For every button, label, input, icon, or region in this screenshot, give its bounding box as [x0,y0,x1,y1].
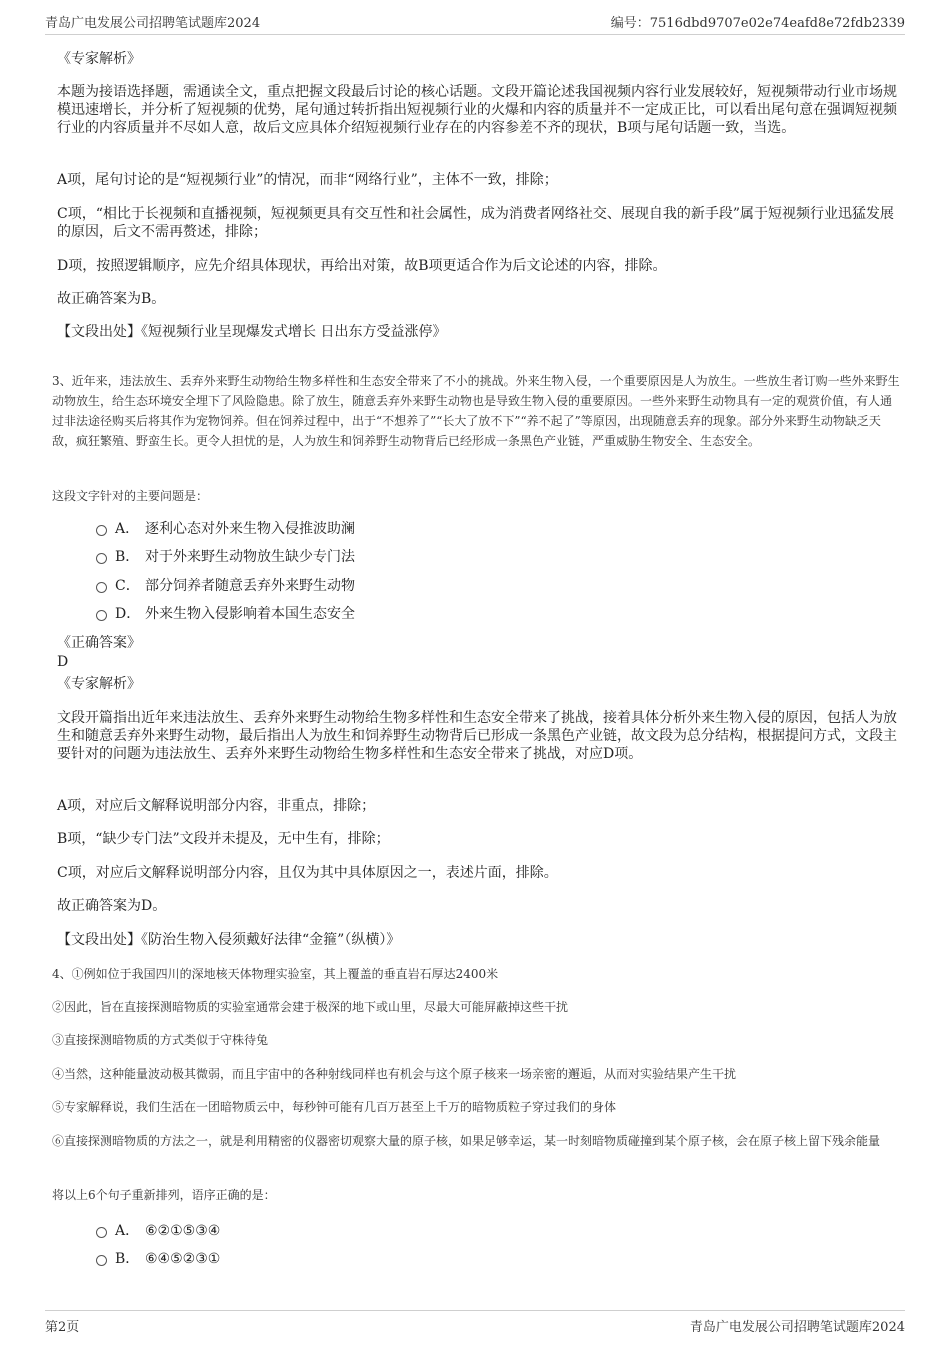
radio-icon[interactable] [96,1227,107,1238]
header-title: 青岛广电发展公司招聘笔试题库2024 [45,16,261,31]
q2-option-d-analysis: D项，按照逻辑顺序，应先介绍具体现状，再给出对策，故B项更适合作为后文论述的内容，排除。 [57,258,667,274]
q4-sentence-6: ⑥直接探测暗物质的方法之一，就是利用精密的仪器密切观察大量的原子核，如果足够幸运，某一时刻暗物质碰撞到某个原子核，会在原子核上留下残余能量 [52,1134,881,1148]
radio-icon[interactable] [96,610,107,621]
q2-analysis-label: 《专家解析》 [57,51,141,67]
q3-option-d[interactable]: D． 外来生物入侵影响着本国生态安全 [96,605,355,623]
q3-option-c-analysis: C项，对应后文解释说明部分内容，且仅为其中具体原因之一，表述片面，排除。 [57,865,558,881]
q3-option-b[interactable]: B． 对于外来野生动物放生缺少专门法 [96,548,355,566]
q3-option-a-analysis: A项，对应后文解释说明部分内容，非重点，排除； [57,798,376,814]
q4-option-b[interactable]: B． ⑥④⑤②③① [96,1250,220,1268]
q2-option-c-analysis: C项，“相比于长视频和直播视频，短视频更具有交互性和社会属性，成为消费者网络社交、展现自我的新手段”属于短视频行业迅猛发展的原因，后文不需再赘述，排除； [57,206,895,240]
header-serial: 编号：7516dbd9707e02e74eafd8e72fdb2339 [610,16,905,31]
q2-answer: 故正确答案为B。 [57,291,166,307]
page-header [45,12,905,35]
footer-title: 青岛广电发展公司招聘笔试题库2024 [689,1320,905,1335]
q3-answer: 故正确答案为D。 [57,898,167,914]
radio-icon[interactable] [96,553,107,564]
q3-option-c[interactable]: C． 部分饲养者随意丢弃外来野生动物 [96,577,355,595]
q3-analysis-label: 《专家解析》 [57,676,141,692]
page-footer [45,1310,905,1335]
q4-sentence-1: 4、①例如位于我国四川的深地核天体物理实验室，其上覆盖的垂直岩石厚达2400米 [52,967,499,981]
q2-analysis: 本题为接语选择题，需通读全文，重点把握文段最后讨论的核心话题。文段开篇论述我国视频内容行业发展较好，短视频带动行业市场规模迅速增长，并分析了短视频的优势，尾句通过转折指出短视频行业的火爆和内容的质量并不一定成正比，可以看出尾句意在强调短视频行业的内容质量并不尽如人意，故后文应具体介绍短视频行业存在的内容参差不齐的现状，B项与尾句话题一致，当选。 [57,84,897,136]
q4-option-a[interactable]: A． ⑥②①⑤③④ [96,1222,220,1240]
q3-answer-value: D [57,654,69,670]
q4-sentence-4: ④当然，这种能量波动极其微弱，而且宇宙中的各种射线同样也有机会与这个原子核来一场亲密的邂逅，从而对实验结果产生干扰 [52,1067,737,1081]
q2-source: 【文段出处】《短视频行业呈现爆发式增长 日出东方受益涨停》 [57,324,447,340]
q3-analysis: 文段开篇指出近年来违法放生、丢弃外来野生动物给生物多样性和生态安全带来了挑战，接着具体分析外来生物入侵的原因，包括人为放生和随意丢弃外来野生动物，最后指出人为放生和饲养野生动物背后已形成一条黑色产业链，故文段为总分结构，根据提问方式，文段主要针对的问题为违法放生、丢弃外来野生动物给生物多样性和生态安全带来了挑战，对应D项。 [57,710,897,762]
radio-icon[interactable] [96,525,107,536]
q3-source: 【文段出处】《防治生物入侵须戴好法律“金箍”（纵横）》 [57,932,401,948]
q4-sentence-5: ⑤专家解释说，我们生活在一团暗物质云中，每秒钟可能有几百万甚至上千万的暗物质粒子穿过我们的身体 [52,1100,617,1114]
radio-icon[interactable] [96,1255,107,1266]
q2-option-a-analysis: A项，尾句讨论的是“短视频行业”的情况，而非“网络行业”，主体不一致，排除； [57,172,558,188]
page-number: 第2页 [45,1320,80,1335]
q4-question: 将以上6个句子重新排列，语序正确的是： [52,1188,276,1202]
q3-question: 这段文字针对的主要问题是： [52,489,209,503]
q3-stem: 3、近年来，违法放生、丢弃外来野生动物给生物多样性和生态安全带来了不小的挑战。外来生物入侵，一个重要原因是人为放生。一些放生者订购一些外来野生动物放生，给生态环境安全埋下了风险隐患。除了放生，随意丢弃外来野生动物也是导致生物入侵的重要原因。一些外来野生动物具有一定的观赏价值，有人通过非法途径购买后将其作为宠物饲养。但在饲养过程中，出于“不想养了”“长大了放不下”“养不起了”等原因，出现随意丢弃的现象。部分外来野生动物缺乏天敌，疯狂繁殖、野蛮生长。更令人担忧的是，人为放生和饲养野生动物背后已经形成一条黑色产业链，严重威胁生物安全、生态安全。 [52,374,900,448]
radio-icon[interactable] [96,582,107,593]
q3-option-a[interactable]: A． 逐利心态对外来生物入侵推波助澜 [96,520,355,538]
q4-sentence-2: ②因此，旨在直接探测暗物质的实验室通常会建于极深的地下或山里，尽最大可能屏蔽掉这些干扰 [52,1000,569,1014]
q3-answer-label: 《正确答案》 [57,635,141,651]
q3-option-b-analysis: B项，“缺少专门法”文段并未提及，无中生有，排除； [57,831,390,847]
q4-sentence-3: ③直接探测暗物质的方式类似于守株待兔 [52,1033,269,1047]
